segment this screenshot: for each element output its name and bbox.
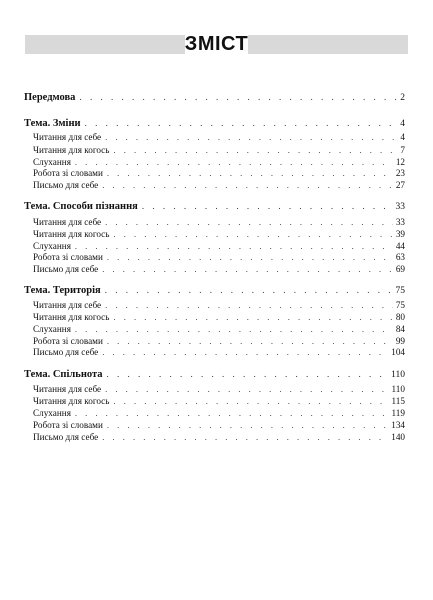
toc-page-number: 39 xyxy=(395,229,405,239)
toc-entry-label: Робота зі словами xyxy=(33,168,103,178)
toc-entry[interactable] xyxy=(33,241,405,251)
toc-entry[interactable] xyxy=(33,217,405,227)
dot-leader xyxy=(75,157,393,167)
toc-page-number: 69 xyxy=(395,264,405,274)
toc-entry-label: Робота зі словами xyxy=(33,336,103,346)
dot-leader xyxy=(107,369,389,379)
toc-entry[interactable] xyxy=(33,347,405,357)
topic-title: Тема. Зміни xyxy=(24,118,81,129)
dot-leader xyxy=(105,300,393,310)
dot-leader xyxy=(113,229,392,239)
toc-page-number: 27 xyxy=(395,180,405,190)
toc-entry[interactable] xyxy=(33,324,405,334)
toc-page-number: 75 xyxy=(395,300,405,310)
toc-topic-heading[interactable] xyxy=(24,201,405,212)
toc-page-number: 80 xyxy=(395,312,405,322)
toc-entry[interactable] xyxy=(33,145,405,155)
toc-entry-label: Читання для когось xyxy=(33,229,110,239)
dot-leader xyxy=(105,217,393,227)
dot-leader xyxy=(75,241,393,251)
dot-leader xyxy=(102,347,388,357)
toc-entry[interactable] xyxy=(33,252,405,262)
toc-page-number: 75 xyxy=(395,286,405,296)
toc-entry[interactable] xyxy=(33,396,405,406)
toc-entry-label: Письмо для себе xyxy=(33,180,99,190)
topic-title: Тема. Спільнота xyxy=(24,369,103,380)
toc-entry[interactable] xyxy=(33,336,405,346)
toc-entry-label: Читання для себе xyxy=(33,132,102,142)
toc-entry[interactable] xyxy=(33,132,405,142)
dot-leader xyxy=(75,408,389,418)
toc-entry-label: Слухання xyxy=(33,241,71,251)
toc-topic-heading[interactable] xyxy=(24,118,405,129)
toc-entry-label: Читання для когось xyxy=(33,312,110,322)
toc-entry[interactable] xyxy=(33,300,405,310)
toc-entry-label: Слухання xyxy=(33,157,71,167)
dot-leader xyxy=(105,132,397,142)
toc-topic-heading[interactable] xyxy=(24,285,405,296)
toc-entry-label: Робота зі словами xyxy=(33,252,103,262)
toc-page-number: 119 xyxy=(391,408,405,418)
topic-title: Тема. Способи пізнання xyxy=(24,201,138,212)
toc-page-number: 110 xyxy=(391,370,405,380)
dot-leader xyxy=(107,420,388,430)
toc-entry[interactable] xyxy=(33,312,405,322)
toc-entry[interactable] xyxy=(33,229,405,239)
toc-page-number: 2 xyxy=(400,93,405,103)
toc-entry-label: Читання для себе xyxy=(33,300,102,310)
toc-entry-label: Передмова xyxy=(24,92,76,103)
toc-entry[interactable] xyxy=(33,264,405,274)
toc-entry-label: Читання для когось xyxy=(33,396,110,406)
toc-page-number: 4 xyxy=(400,119,405,129)
toc-page-number: 23 xyxy=(395,168,405,178)
toc-entry-label: Письмо для себе xyxy=(33,264,99,274)
toc-entry-label: Слухання xyxy=(33,324,71,334)
page-title: ЗМІСТ xyxy=(184,33,249,55)
toc-entry[interactable] xyxy=(33,420,405,430)
toc-entry-label: Слухання xyxy=(33,408,71,418)
toc-page-number: 134 xyxy=(391,420,405,430)
toc-page-number: 99 xyxy=(395,336,405,346)
toc-entry-label: Читання для себе xyxy=(33,217,102,227)
toc-entry-foreword[interactable] xyxy=(24,92,405,103)
toc-entry-label: Письмо для себе xyxy=(33,432,99,442)
toc-page-number: 12 xyxy=(395,157,405,167)
toc-page-number: 33 xyxy=(395,202,405,212)
toc-entry-label: Читання для себе xyxy=(33,384,102,394)
toc-page-number: 44 xyxy=(395,241,405,251)
dot-leader xyxy=(105,384,388,394)
dot-leader xyxy=(107,252,393,262)
dot-leader xyxy=(102,180,393,190)
toc-entry[interactable] xyxy=(33,180,405,190)
dot-leader xyxy=(85,118,398,128)
dot-leader xyxy=(79,92,397,102)
toc-page-number: 84 xyxy=(395,324,405,334)
dot-leader xyxy=(107,168,393,178)
toc-entry-label: Письмо для себе xyxy=(33,347,99,357)
toc-page-number: 33 xyxy=(395,217,405,227)
toc-page-number: 63 xyxy=(395,252,405,262)
toc-entry-label: Робота зі словами xyxy=(33,420,103,430)
dot-leader xyxy=(107,336,393,346)
dot-leader xyxy=(113,396,388,406)
dot-leader xyxy=(75,324,393,334)
toc-entry-label: Читання для когось xyxy=(33,145,110,155)
dot-leader xyxy=(142,201,393,211)
toc-entry[interactable] xyxy=(33,408,405,418)
toc-entry[interactable] xyxy=(33,432,405,442)
toc-entry[interactable] xyxy=(33,168,405,178)
toc-page-number: 104 xyxy=(391,347,405,357)
dot-leader xyxy=(105,285,393,295)
dot-leader xyxy=(113,312,392,322)
toc-page-number: 7 xyxy=(400,145,405,155)
toc-entry[interactable] xyxy=(33,157,405,167)
toc-topic-heading[interactable] xyxy=(24,369,405,380)
toc-entry[interactable] xyxy=(33,384,405,394)
toc-page-number: 140 xyxy=(391,432,405,442)
toc-page-number: 115 xyxy=(391,396,405,406)
topic-title: Тема. Територія xyxy=(24,285,101,296)
dot-leader xyxy=(113,145,397,155)
toc-page-number: 4 xyxy=(400,132,405,142)
toc-page-number: 110 xyxy=(391,384,405,394)
dot-leader xyxy=(102,432,388,442)
dot-leader xyxy=(102,264,393,274)
